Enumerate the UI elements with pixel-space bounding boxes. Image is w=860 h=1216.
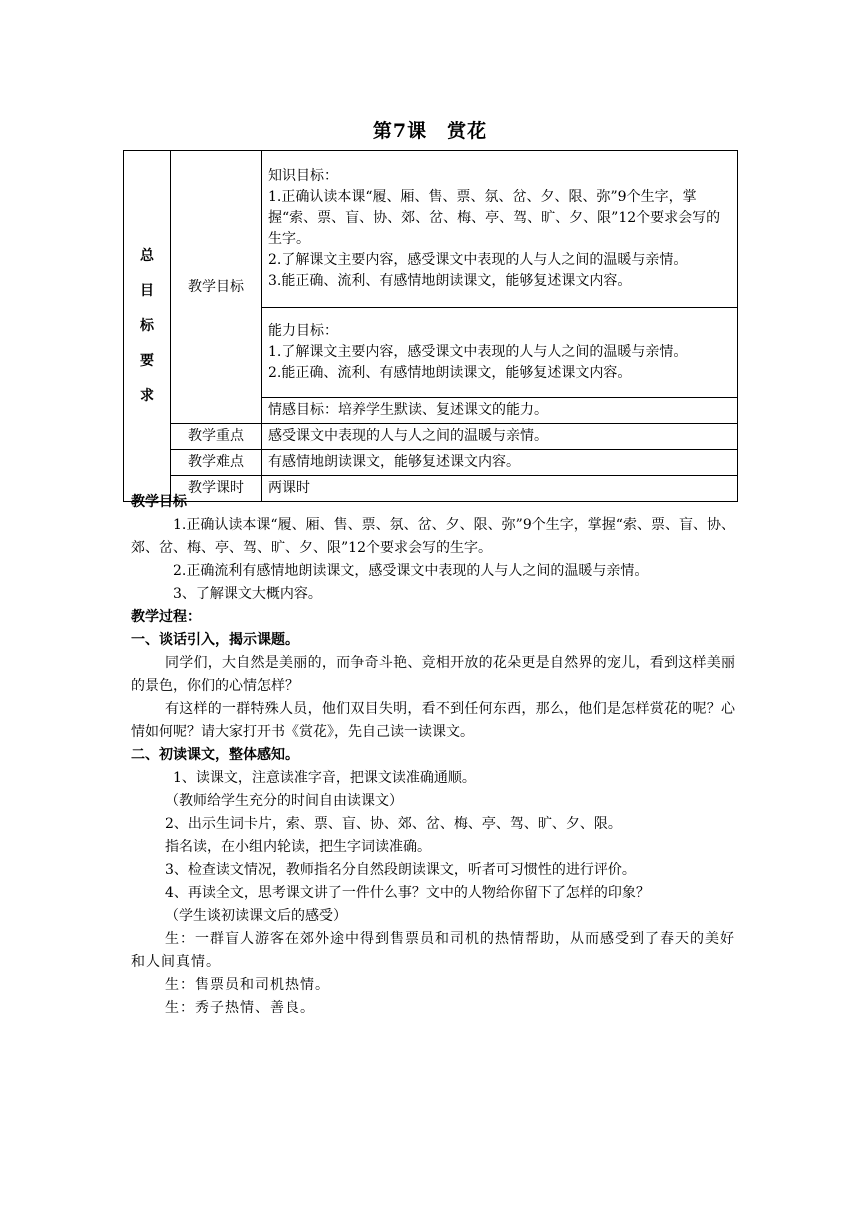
- paragraph: 4、再读全文，思考课文讲了一件什么事？文中的人物给你留下了怎样的印象？: [165, 885, 650, 901]
- paragraph: 2、出示生词卡片，索、票、盲、协、郊、岔、梅、亭、驾、旷、夕、限。: [165, 816, 622, 832]
- student-answer: 生：一群盲人游客在郊外途中得到售票员和司机的热情帮助，从而感受到了春天的美好和人间真情。: [131, 931, 735, 970]
- student-answer: 生：售票员和司机热情。: [165, 977, 330, 993]
- key-point-value: 感受课文中表现的人与人之间的温暖与亲情。: [262, 424, 738, 450]
- knowledge-item: 3.能正确、流利、有感情地朗读课文，能够复述课文内容。: [268, 273, 632, 289]
- section-heading: 一、谈话引入，揭示课题。: [131, 632, 299, 648]
- process-heading: 教学过程：: [131, 609, 201, 625]
- goals-table: [123, 150, 738, 502]
- knowledge-item: 1.正确认读本课“履、厢、售、票、氛、岔、夕、限、弥”9个生字，掌握“索、票、盲、协、郊、岔、梅、亭、驾、旷、夕、限”12个要求会写的生字。: [268, 189, 721, 247]
- goal-paragraph: 1.正确认读本课“履、厢、售、票、氛、岔、夕、限、弥”9个生字，掌握“索、票、盲、协、郊、岔、梅、亭、驾、旷、夕、限”12个要求会写的生字。: [131, 517, 735, 556]
- hours-value: 两课时: [262, 476, 738, 502]
- lesson-body: [131, 491, 735, 1020]
- side-char: 标: [140, 317, 154, 334]
- ability-goal-cell: [262, 308, 738, 398]
- knowledge-heading: 知识目标：: [268, 168, 338, 184]
- paragraph: 3、检查读文情况，教师指名分自然段朗读课文，听者可习惯性的进行评价。: [165, 862, 636, 878]
- teaching-goal-label: 教学目标: [171, 151, 262, 424]
- side-char: 总: [140, 247, 154, 264]
- difficulty-label: 教学难点: [171, 450, 262, 476]
- paragraph: 同学们，大自然是美丽的，而争奇斗艳、竞相开放的花朵更是自然界的宠儿，看到这样美丽的景色，你们的心情怎样？: [131, 655, 735, 694]
- ability-heading: 能力目标：: [268, 323, 338, 339]
- side-char: 要: [140, 352, 154, 369]
- student-answer: 生：秀子热情、善良。: [165, 1000, 315, 1016]
- goal-paragraph: 2.正确流利有感情地朗读课文，感受课文中表现的人与人之间的温暖与亲情。: [173, 563, 649, 579]
- section-heading: 二、初读课文，整体感知。: [131, 747, 299, 763]
- knowledge-goal-cell: [262, 151, 738, 308]
- ability-item: 1.了解课文主要内容，感受课文中表现的人与人之间的温暖与亲情。: [268, 344, 688, 360]
- side-char: 目: [140, 282, 154, 299]
- ability-item: 2.能正确、流利、有感情地朗读课文，能够复述课文内容。: [268, 365, 632, 381]
- paragraph: （教师给学生充分的时间自由读课文）: [165, 793, 403, 809]
- paragraph: 1、读课文，注意读准字音，把课文读准确通顺。: [173, 770, 476, 786]
- hours-label: 教学课时: [171, 476, 262, 502]
- paragraph: 有这样的一群特殊人员，他们双目失明，看不到任何东西，那么，他们是怎样赏花的呢？心情如何呢？请大家打开书《赏花》，先自己读一读课文。: [131, 701, 735, 740]
- difficulty-value: 有感情地朗读课文，能够复述课文内容。: [262, 450, 738, 476]
- paragraph: （学生谈初读课文后的感受）: [165, 908, 347, 924]
- knowledge-item: 2.了解课文主要内容，感受课文中表现的人与人之间的温暖与亲情。: [268, 252, 688, 268]
- paragraph: 指名读，在小组内轮读，把生字词读准确。: [165, 839, 431, 855]
- emotion-goal-cell: 情感目标：培养学生默读、复述课文的能力。: [262, 398, 738, 424]
- goals-heading: 教学目标: [131, 494, 187, 510]
- page-title: 第7课 赏花: [372, 120, 488, 142]
- side-label-cell: [124, 151, 171, 502]
- side-char: 求: [140, 387, 154, 404]
- goal-paragraph: 3、了解课文大概内容。: [173, 586, 322, 602]
- key-point-label: 教学重点: [171, 424, 262, 450]
